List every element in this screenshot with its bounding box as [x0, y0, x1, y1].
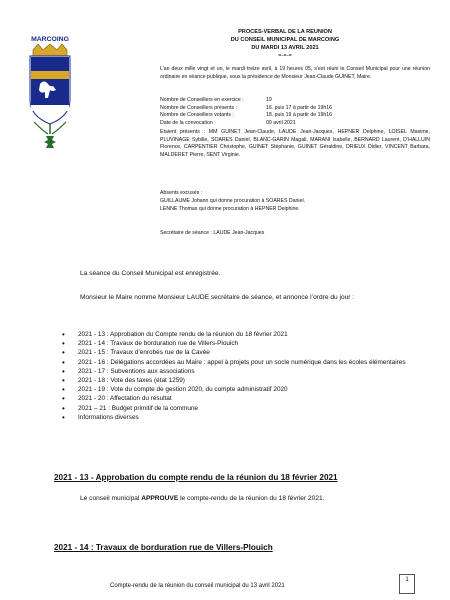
absent-entry: GUILLAUME Johann qui donne procuration à SOARES Daniel.: [160, 198, 306, 204]
stat-row: [160, 97, 430, 105]
session-secretary: Secrétaire de séance : LAUDE Jean-Jacques: [160, 230, 265, 236]
agenda-item: • 2021 - 18 : Vote des taxes (état 1259): [62, 376, 422, 385]
logo-text: MARCOING: [31, 36, 69, 43]
text-part: Le conseil municipal: [80, 495, 142, 502]
agenda-list: [62, 330, 422, 422]
intro-paragraph: L’an deux mille vingt et un, le mardi treize avril, à 19 heures 05, s’est réuni le Conseil Municipal pour une réunion ordinaire en séance publique, sous la présidence de Monsieur Jean-Claude GUINET, Maire.: [160, 66, 430, 80]
stat-value: 18. puis 19 à partir de 19h16: [266, 112, 333, 119]
agenda-item: • 2021 – 21 : Budget primitif de la commune: [62, 404, 422, 413]
agenda-item: • 2021 - 20 : Affectation du résultat: [62, 394, 422, 403]
stat-row: [160, 112, 430, 120]
stat-value: 16. puis 17 à partir de 19h16: [266, 104, 333, 111]
marcoing-coat-of-arms-icon: [24, 44, 76, 156]
agenda-item: • 2021 - 14 : Travaux de borduration rue de Villers-Plouich: [62, 339, 422, 348]
recording-notice: La séance du Conseil Municipal est enregistrée.: [80, 270, 221, 277]
mayor-announcement: Monsieur le Maire nomme Monsieur LAUDE secrétaire de séance, et annonce l’ordre du jour :: [80, 294, 355, 301]
pv-title: PROCES-VERBAL DE LA REUNION: [238, 29, 332, 35]
agenda-item: • 2021 - 19 : Vote du compte de gestion 2020, du compte administratif 2020: [62, 385, 422, 394]
stat-value: 09 avril 2021: [266, 119, 296, 126]
agenda-item: • 2021 - 17 : Subventions aux associations: [62, 367, 422, 376]
agenda-item: • Informations diverses: [62, 413, 422, 422]
absents-title: Absents excusés :: [160, 190, 203, 196]
section-13-text: [80, 494, 325, 503]
agenda-item: • 2021 - 16 : Délégations accordées au Maire : appel à projets pour un socle numérique dans les écoles élémentaires: [62, 358, 422, 367]
stat-row: [160, 120, 430, 128]
present-members: Etaient présents : MM GUINET Jean-Claude, LAUDE Jean-Jacques, HEPNER Delphine, LOISEL Maxime, PLUVINAGE Sybille, SOARES Daniel, BLANC-GARIN Magali, MARANI Isabelle, BERNARD Laurent, D’HALLUIN Florence, CARPENTIER Christophe, GUINET Stéphanie, GUINET Géraldine, DRIEUX Didier, VINCENT Barbara, MALDERET Pierre, SENT Virginie.: [160, 129, 430, 158]
absent-entry: LENNE Thomas qui donne procuration à HEPNER Delphine.: [160, 206, 300, 212]
text-part: le compte-rendu de la réunion du 18 février 2021.: [178, 495, 325, 502]
page-number: 1: [399, 574, 415, 594]
page-footer: Compte-rendu de la réunion du conseil municipal du 13 avril 2021: [110, 583, 285, 589]
section-14-heading: 2021 - 14 : Travaux de borduration rue de Villers-Plouich: [54, 543, 273, 552]
section-13-heading: 2021 - 13 - Approbation du compte rendu de la réunion du 18 février 2021: [54, 473, 338, 482]
attendance-stats: [160, 97, 430, 127]
header-separator: =-=-=: [278, 53, 292, 59]
stat-label: Date de la convocation :: [160, 119, 216, 126]
stat-label: Nombre de Conseillers votants :: [160, 112, 234, 119]
stat-label: Nombre de Conseillers en exercice :: [160, 97, 244, 103]
council-title: DU CONSEIL MUNICIPAL DE MARCOING: [230, 37, 340, 43]
agenda-item: • 2021 - 13 : Approbation du Compte rendu de la réunion du 18 février 2021: [62, 330, 422, 339]
approval-keyword: APPROUVE: [141, 495, 179, 502]
meeting-date-title: DU MARDI 13 AVRIL 2021: [251, 45, 319, 51]
stat-label: Nombre de Conseillers présents :: [160, 104, 237, 111]
stat-row: [160, 105, 430, 113]
agenda-item: • 2021 - 15 : Travaux d’enrobés rue de la Cavée: [62, 348, 422, 357]
coat-of-arms-logo: [24, 36, 76, 156]
stat-value: 19: [266, 97, 272, 103]
